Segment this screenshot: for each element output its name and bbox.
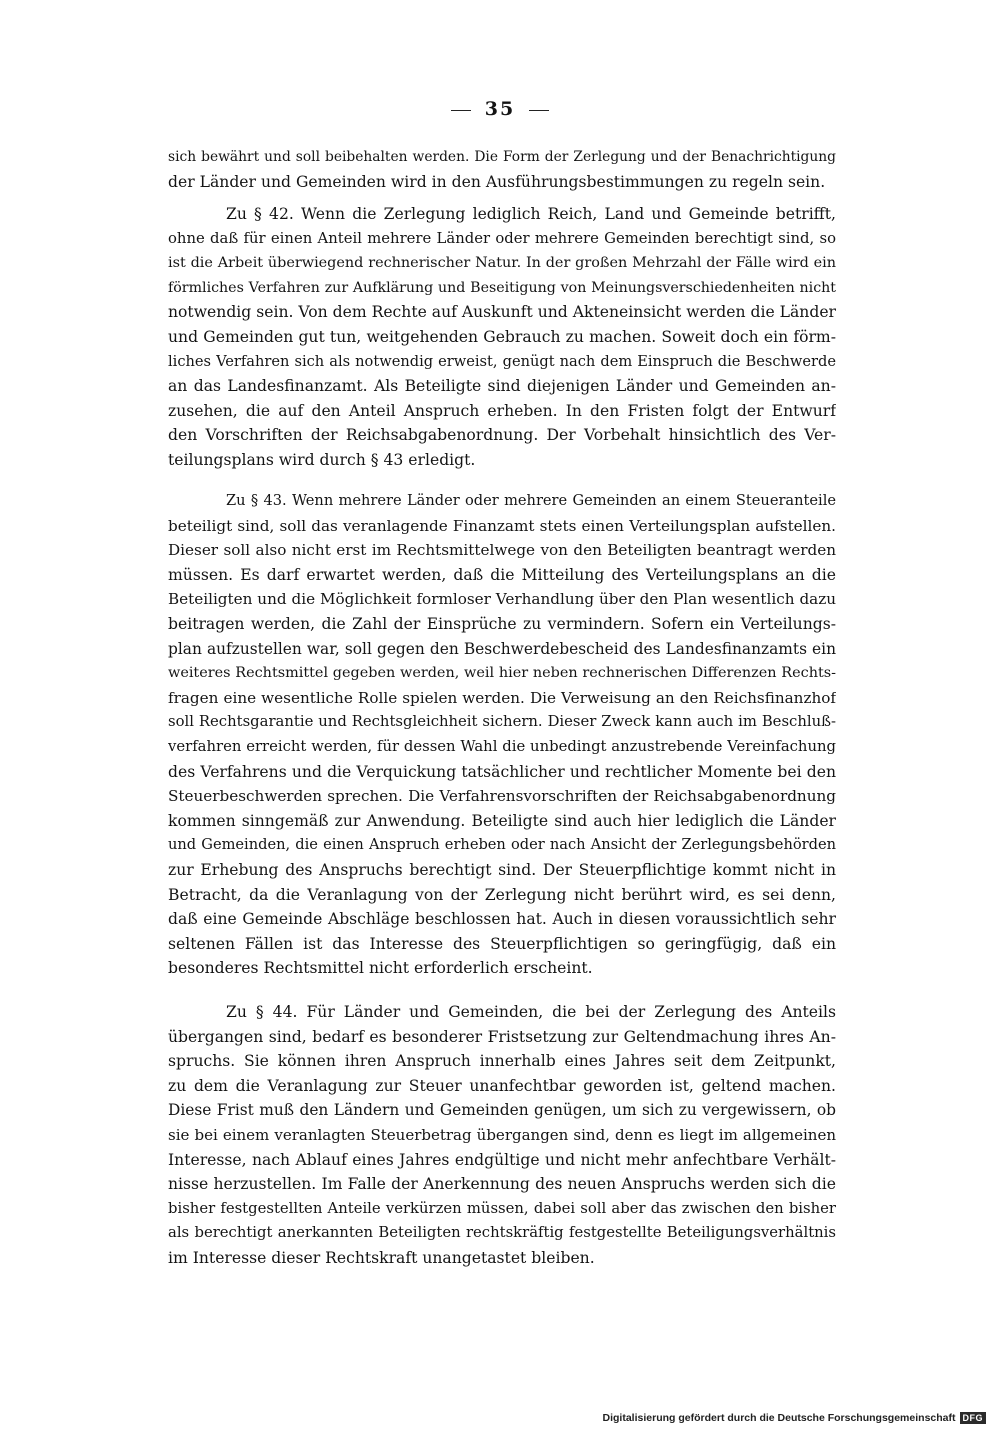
text-line: sich bewährt und soll beibehalten werden. Die Form der Zerlegung und der Benachrichtigung — [168, 149, 836, 165]
text-line: sie bei einem veranlagten Steuerbetrag übergangen sind, denn es liegt im allgemeinen — [168, 1125, 836, 1144]
text-line: plan aufzustellen war, soll gegen den Beschwerdebescheid des Landesfinanzamts ein — [168, 639, 836, 658]
text-line: als berechtigt anerkannten Beteiligten rechtskräftig festgestellte Beteiligungsverhältnis — [168, 1224, 836, 1242]
text-line: Diese Frist muß den Ländern und Gemeinden genügen, um sich zu vergewissern, ob — [168, 1101, 836, 1120]
text-line: Zu § 42. Wenn die Zerlegung lediglich Reich, Land und Gemeinde betrifft, — [226, 205, 836, 223]
text-line: beitragen werden, die Zahl der Einsprüche zu vermindern. Sofern ein Verteilungs- — [168, 614, 836, 633]
text-line: seltenen Fällen ist das Interesse des Steuerpflichtigen so geringfügig, daß ein — [168, 934, 836, 953]
text-line: an das Landesfinanzamt. Als Beteiligte sind diejenigen Länder und Gemeinden an- — [168, 377, 836, 396]
text-line: übergangen sind, bedarf es besonderer Fristsetzung zur Geltendmachung ihres An- — [168, 1027, 836, 1046]
text-line: kommen sinngemäß zur Anwendung. Beteiligte sind auch hier lediglich die Länder — [168, 811, 836, 830]
text-line: und Gemeinden gut tun, weitgehenden Gebrauch zu machen. Soweit doch ein förm- — [168, 327, 836, 346]
text-line: beteiligt sind, soll das veranlagende Finanzamt stets einen Verteilungsplan aufstellen. — [168, 516, 836, 535]
dash-right — [529, 110, 549, 111]
text-line: des Verfahrens und die Verquickung tatsächlicher und rechtlicher Momente bei den — [168, 762, 836, 781]
text-line: Steuerbeschwerden sprechen. Die Verfahrensvorschriften der Reichsabgabenordnung — [168, 787, 836, 806]
text-line: Interesse, nach Ablauf eines Jahres endgültige und nicht mehr anfechtbare Verhält- — [168, 1150, 836, 1169]
text-line: nisse herzustellen. Im Falle der Anerkennung des neuen Anspruchs werden sich die — [168, 1175, 836, 1194]
digitization-footer — [603, 1412, 986, 1424]
dash-left — [451, 110, 471, 111]
text-line: spruchs. Sie können ihren Anspruch innerhalb eines Jahres seit dem Zeitpunkt, — [168, 1052, 836, 1071]
paragraph-section-44 — [168, 1000, 836, 1271]
text-line: Zu § 43. Wenn mehrere Länder oder mehrere Gemeinden an einem Steueranteile — [226, 492, 836, 509]
text-line: der Länder und Gemeinden wird in den Ausführungsbestimmungen zu regeln sein. — [168, 172, 826, 191]
text-line: Zu § 44. Für Länder und Gemeinden, die bei der Zerlegung des Anteils — [226, 1003, 836, 1021]
text-line: liches Verfahren sich als notwendig erweist, genügt nach dem Einspruch die Beschwerde — [168, 352, 836, 370]
text-line: und Gemeinden, die einen Anspruch erheben oder nach Ansicht der Zerlegungsbehörden — [168, 836, 836, 854]
page-number — [0, 98, 1000, 120]
paragraph-section-43 — [168, 489, 836, 981]
text-line: teilungsplans wird durch § 43 erledigt. — [168, 450, 476, 469]
text-line: müssen. Es darf erwartet werden, daß die Mitteilung des Verteilungsplans an die — [168, 565, 836, 584]
text-line: zur Erhebung des Anspruchs berechtigt sind. Der Steuerpflichtige kommt nicht in — [168, 860, 836, 879]
text-line: ohne daß für einen Anteil mehrere Länder oder mehrere Gemeinden berechtigt sind, so — [168, 229, 836, 247]
text-line: notwendig sein. Von dem Rechte auf Auskunft und Akteneinsicht werden die Länder — [168, 303, 836, 322]
text-line: bisher festgestellten Anteile verkürzen müssen, dabei soll aber das zwischen den bisher — [168, 1199, 836, 1217]
page-number-text: 35 — [484, 98, 516, 120]
text-line: im Interesse dieser Rechtskraft unangetastet bleiben. — [168, 1248, 595, 1267]
text-line: Betracht, da die Veranlagung von der Zerlegung nicht berührt wird, es sei denn, — [168, 885, 836, 904]
text-line: Dieser soll also nicht erst im Rechtsmittelwege von den Beteiligten beantragt werden — [168, 541, 836, 560]
text-line: zu dem die Veranlagung zur Steuer unanfechtbar geworden ist, geltend machen. — [168, 1076, 836, 1095]
footer-credit-text: Digitalisierung gefördert durch die Deutsche Forschungsgemeinschaft — [602, 1412, 956, 1424]
text-line: verfahren erreicht werden, für dessen Wahl die unbedingt anzustrebende Vereinfachung — [168, 737, 836, 755]
dfg-logo: DFG — [960, 1412, 987, 1424]
paragraph-section-42 — [168, 202, 836, 473]
text-line: besonderes Rechtsmittel nicht erforderlich erscheint. — [168, 959, 593, 978]
text-line: förmliches Verfahren zur Aufklärung und Beseitigung von Meinungsverschiedenheiten nicht — [168, 279, 836, 296]
text-line: zusehen, die auf den Anteil Anspruch erheben. In den Fristen folgt der Entwurf — [168, 401, 836, 420]
text-line: weiteres Rechtsmittel gegeben werden, weil hier neben rechnerischen Differenzen Rechts- — [168, 665, 836, 682]
text-line: den Vorschriften der Reichsabgabenordnung. Der Vorbehalt hinsichtlich des Ver- — [168, 426, 836, 445]
text-line: Beteiligten und die Möglichkeit formloser Verhandlung über den Plan wesentlich dazu — [168, 590, 836, 609]
paragraph-continuation — [168, 145, 836, 194]
text-line: fragen eine wesentliche Rolle spielen werden. Die Verweisung an den Reichsfinanzhof — [168, 688, 836, 707]
text-line: soll Rechtsgarantie und Rechtsgleichheit sichern. Dieser Zweck kann auch im Beschluß- — [168, 713, 836, 731]
text-line: ist die Arbeit überwiegend rechnerischer Natur. In der großen Mehrzahl der Fälle wird ein — [168, 255, 836, 272]
text-line: daß eine Gemeinde Abschläge beschlossen hat. Auch in diesen voraussichtlich sehr — [168, 910, 836, 929]
